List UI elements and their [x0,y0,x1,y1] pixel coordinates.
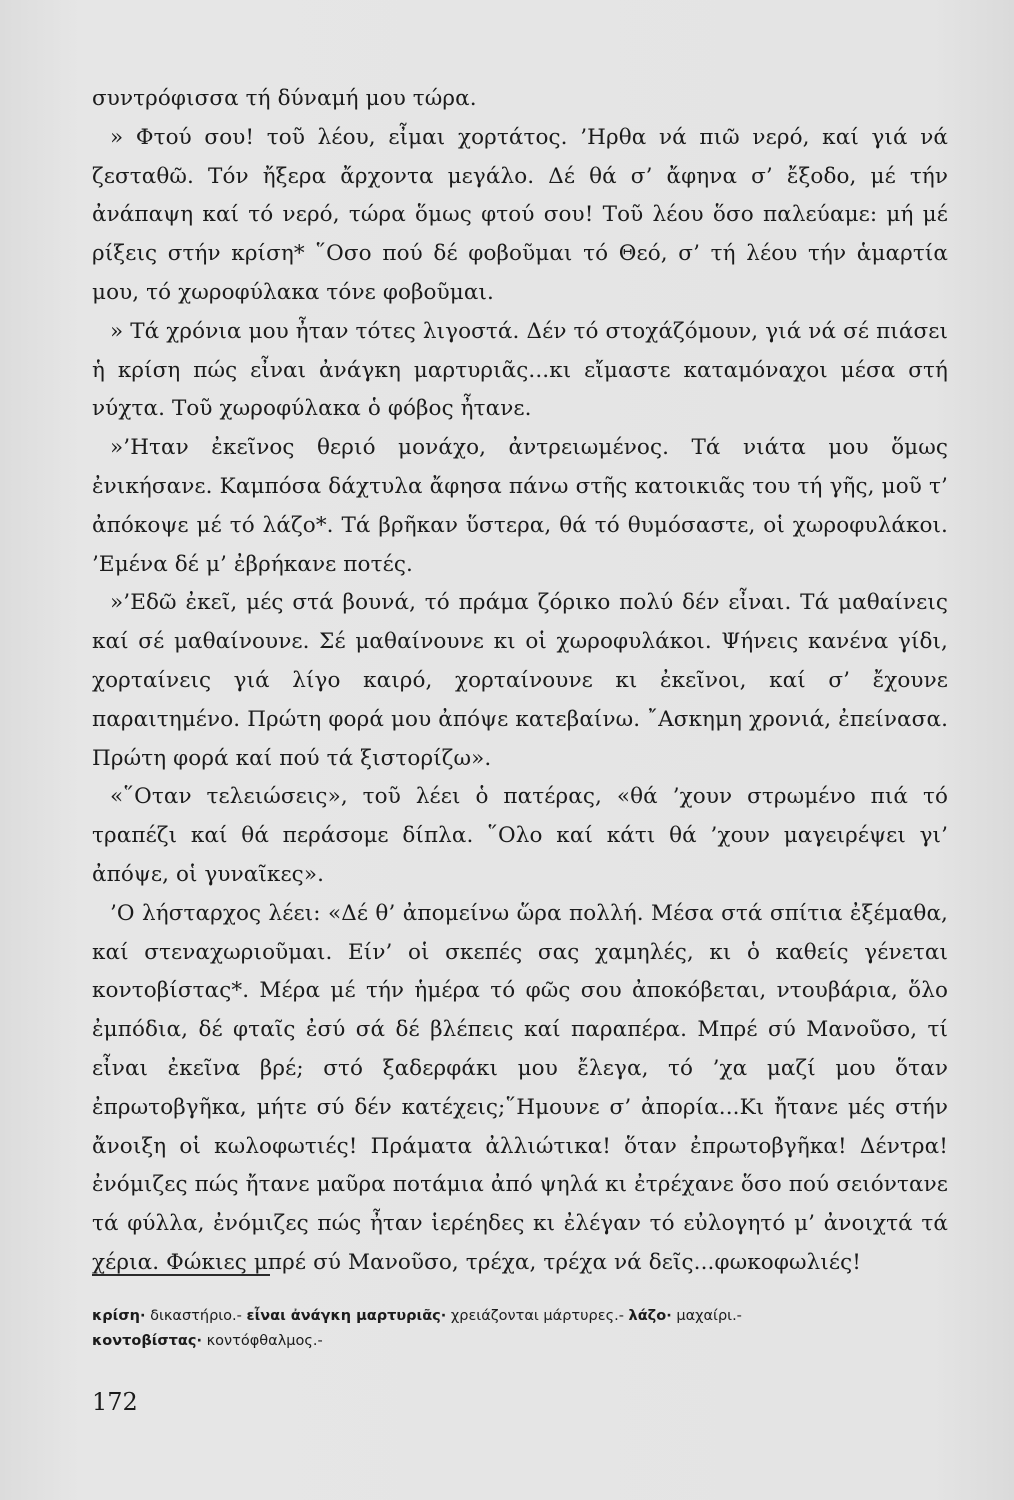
paragraph: » Τά χρόνια μου ἦταν τότες λιγοστά. Δέν τό στοχάζόμουν, γιά νά σέ πιάσει ἡ κρίση πώς εἶναι ἀνάγκη μαρτυριᾶς...κι εἴμαστε καταμόναχοι μέσα στή νύχτα. Τοῦ χωροφύλακα ὁ φόβος ἦτανε. [92,318,948,422]
footnote-divider [92,1274,270,1276]
footnote-term: κοντοβίστας· [92,1333,202,1349]
footnote-definition: κοντόφθαλμος.- [202,1333,323,1349]
main-text [92,80,948,1283]
footnote-definition: μαχαίρι.- [671,1308,742,1324]
paragraph: »’Ηταν ἐκεῖνος θεριό μονάχο, ἀντρειωμένος. Τά νιάτα μου ὅμως ἐνικήσανε. Καμπόσα δάχτυλα ἄφησα πάνω στῆς κατοικιᾶς του τή γῆς, μοῦ τ’ ἀπόκοψε μέ τό λάζο*. Τά βρῆκαν ὕστερα, θά τό θυμόσαστε, οἱ χωροφυλάκοι. ’Εμένα δέ μ’ ἐβρήκανε ποτές. [92,435,948,577]
footnote-term: εἶναι ἀνάγκη μαρτυριᾶς· [246,1308,447,1324]
paragraph: ’Ο λήσταρχος λέει: «Δέ θ’ ἀπομείνω ὥρα πολλή. Μέσα στά σπίτια ἐξέμαθα, καί στεναχωριοῦμαι. Είν’ οἱ σκεπές σας χαμηλές, κι ὁ καθείς γένεται κοντοβίστας*. Μέρα μέ τήν ἡμέρα τό φῶς σου ἀποκόβεται, ντουβάρια, ὅλο ἐμπόδια, δέ φταῖς ἐσύ σά δέ βλέπεις καί παραπέρα. Μπρέ σύ Μανοῦσο, τί εἶναι ἐκεῖνα βρέ; στό ξαδερφάκι μου ἔλεγα, τό ’χα μαζί μου ὅταν ἐπρωτοβγῆκα, μήτε σύ δέν κατέχεις;῞Ημουνε σ’ ἀπορία...Κι ἤτανε μές στήν ἄνοιξη οἱ κωλοφωτιές! Πράματα ἀλλιώτικα! ὅταν ἐπρωτοβγῆκα! Δέντρα! ἐνόμιζες πώς ἤτανε μαῦρα ποτάμια ἀπό ψηλά κι ἐτρέχανε ὅσο πού σειόντανε τά φύλλα, ἐνόμιζες πώς ἦταν ἱερέηδες κι ἐλέγαν τό εὐλογητό μ’ ἀνοιχτά τά χέρια. Φώκιες μπρέ σύ Μανοῦσο, τρέχα, τρέχα νά δεῖς...φωκοφωλιές! [92,900,948,1275]
footnote-term: κρίση· [92,1308,146,1324]
footnote-term: λάζο· [628,1308,672,1324]
page-number: 172 [92,1388,138,1416]
paragraph: »’Εδῶ ἐκεῖ, μές στά βουνά, τό πράμα ζόρικο πολύ δέν εἶναι. Τά μαθαίνεις καί σέ μαθαίνουνε. Σέ μαθαίνουνε κι οἱ χωροφυλάκοι. Ψήνεις κανένα γίδι, χορταίνεις γιά λίγο καιρό, χορταίνουνε κι ἐκεῖνοι, καί σ’ ἔχουνε παραιτημένο. Πρώτη φορά μου ἀπόψε κατεβαίνω. ῎Ασκημη χρονιά, ἐπείνασα. Πρώτη φορά καί πού τά ξιστορίζω». [92,590,948,771]
paragraph: » Φτού σου! τοῦ λέου, εἶμαι χορτάτος. ’Ηρθα νά πιῶ νερό, καί γιά νά ζεσταθῶ. Τόν ἤξερα ἄρχοντα μεγάλο. Δέ θά σ’ ἄφηνα σ’ ἔξοδο, μέ τήν ἀνάπαψη καί τό νερό, τώρα ὅμως φτού σου! Τοῦ λέου ὅσο παλεύαμε: μή μέ ρίξεις στήν κρίση* ῞Οσο πού δέ φοβοῦμαι τό Θεό, σ’ τή λέου τήν ἁμαρτία μου, τό χωροφύλακα τόνε φοβοῦμαι. [92,124,948,305]
paragraph: συντρόφισσα τή δύναμή μου τώρα. [92,86,477,111]
footnote-definition: δικαστήριο.- [145,1308,247,1324]
footnotes [92,1304,967,1354]
footnote-definition: χρειάζονται μάρτυρες.- [446,1308,629,1324]
paragraph: «῞Οταν τελειώσεις», τοῦ λέει ὁ πατέρας, «θά ’χουν στρωμένο πιά τό τραπέζι καί θά περάσομε δίπλα. ῞Ολο καί κάτι θά ’χουν μαγειρέψει γι’ ἀπόψε, οἱ γυναῖκες». [92,784,948,887]
